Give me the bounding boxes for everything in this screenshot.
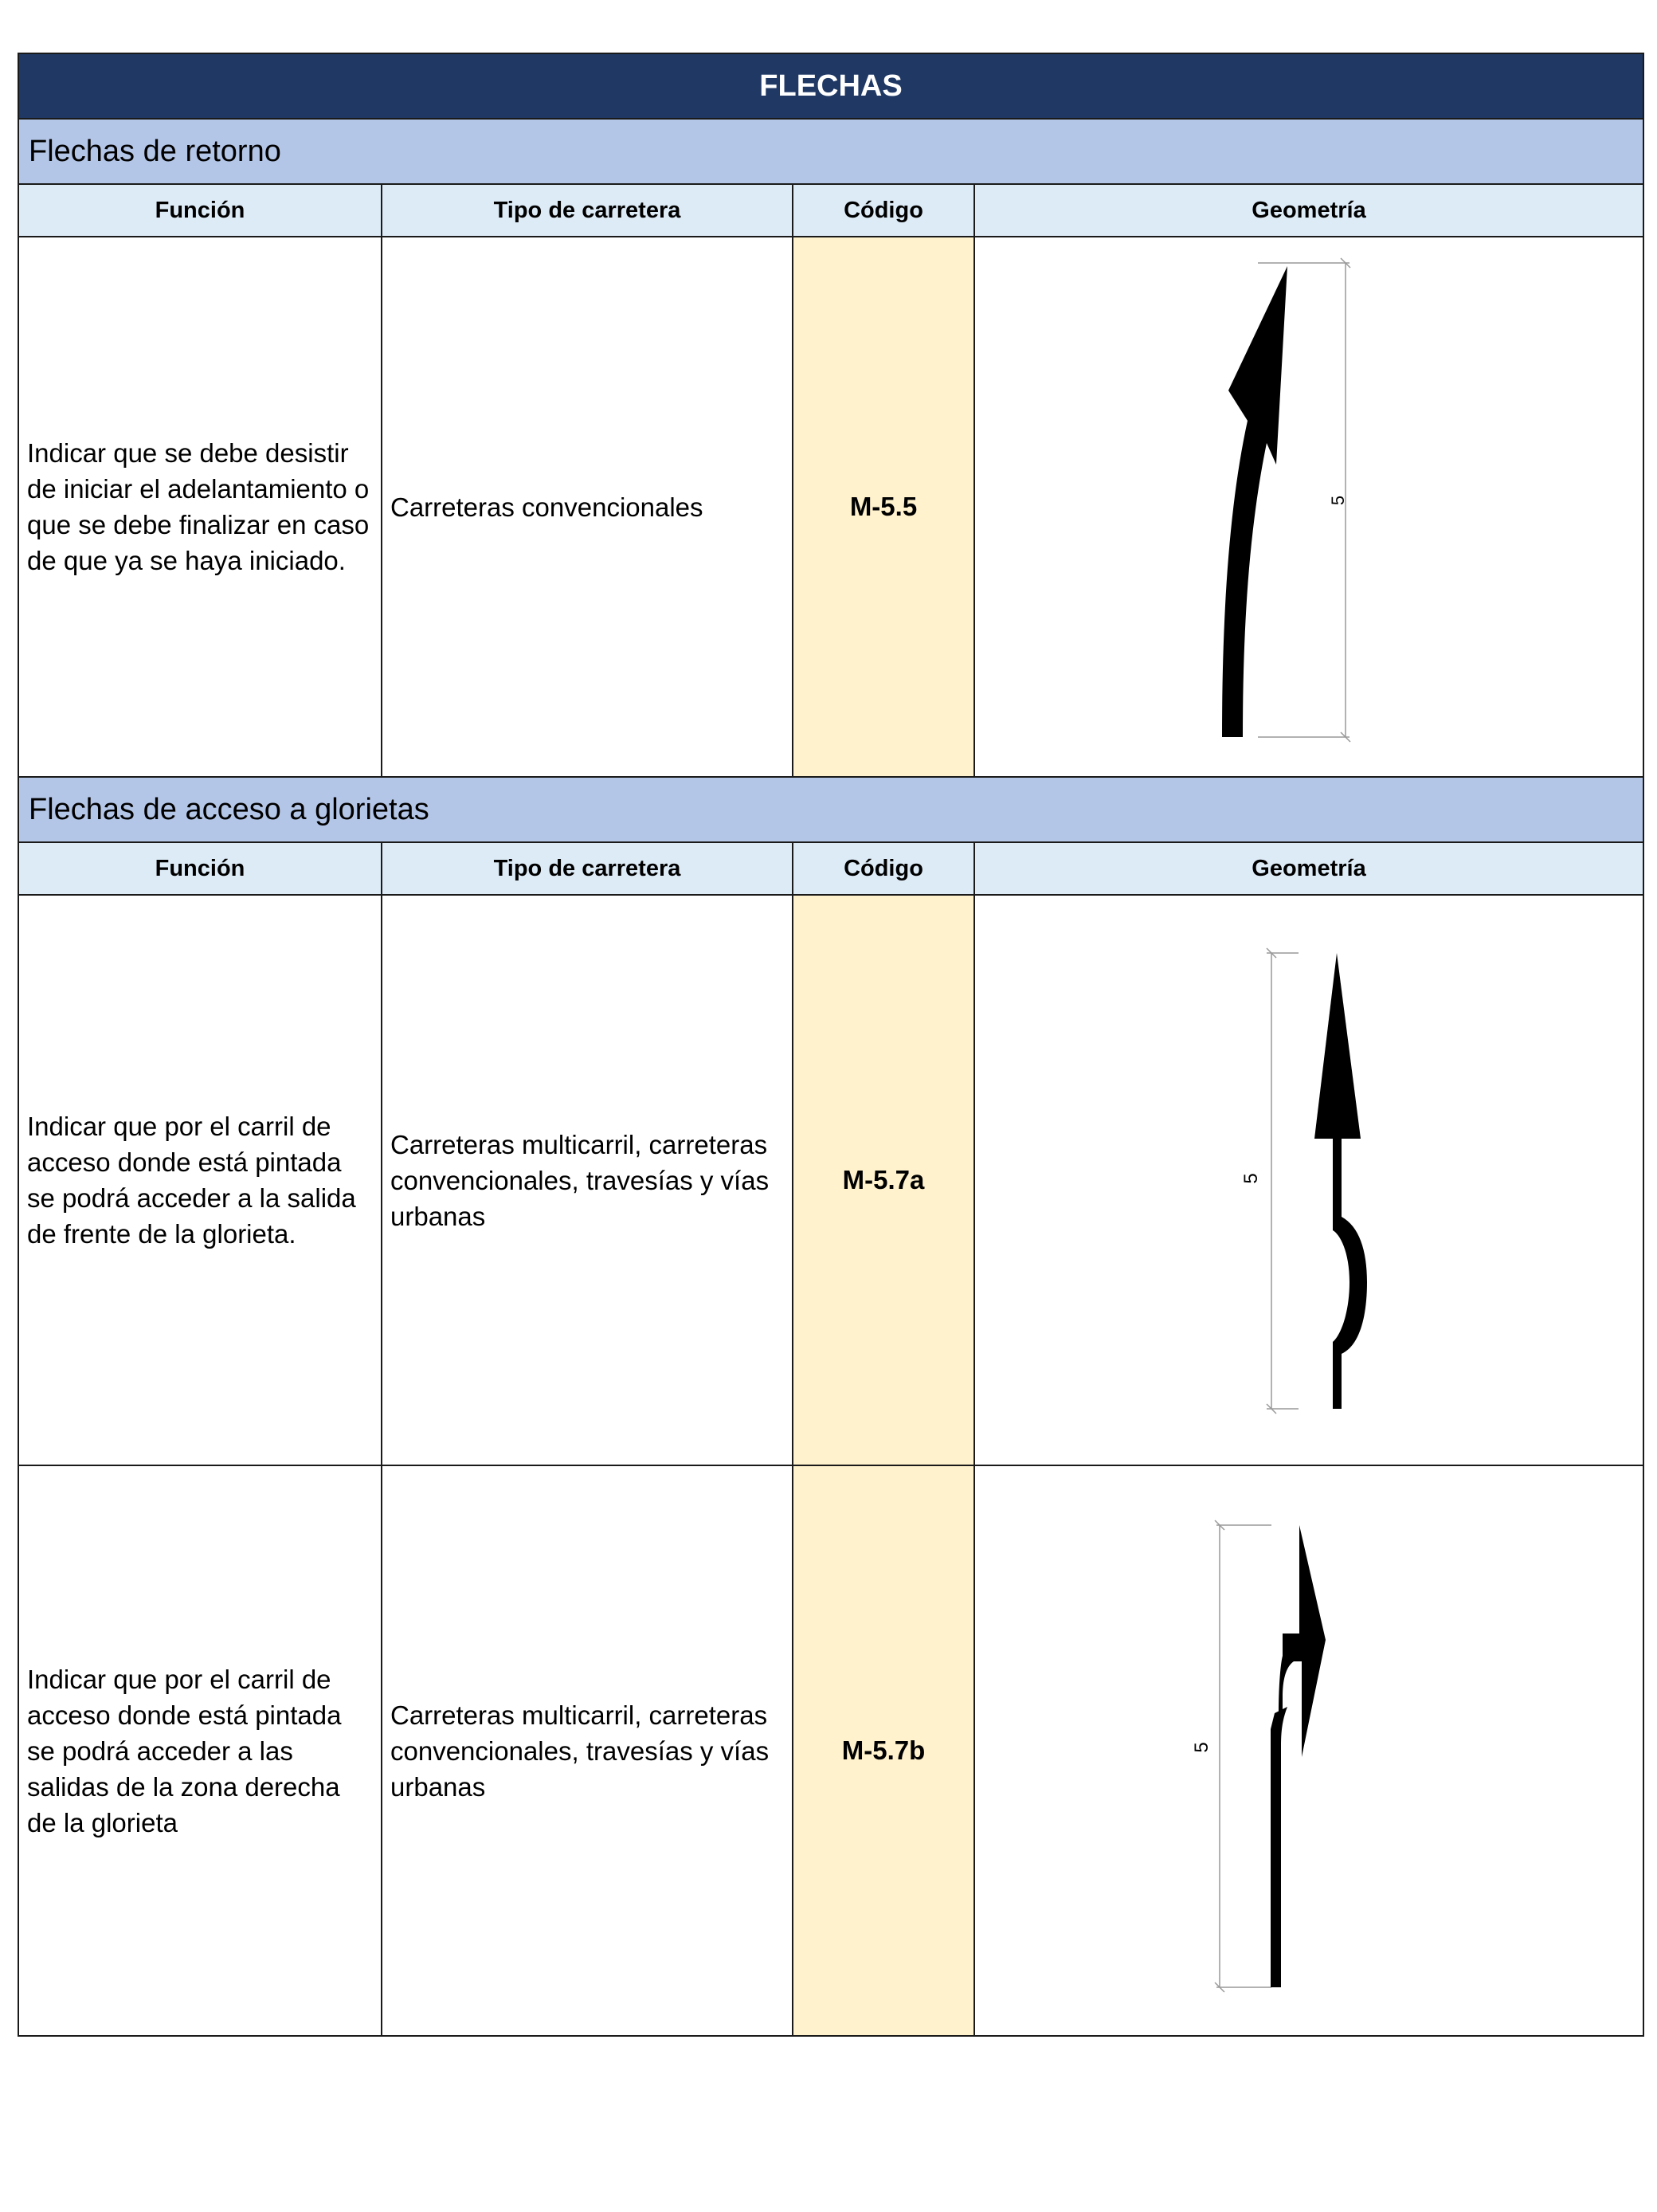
codigo-cell: M-5.7b <box>793 1465 974 2036</box>
table-row <box>18 895 1643 1465</box>
roundabout-right-arrow-icon <box>975 1466 1643 2035</box>
header-codigo: Código <box>793 184 974 237</box>
header-funcion: Función <box>18 184 382 237</box>
geometria-cell <box>974 237 1643 777</box>
dimension-label: 5 <box>1240 1173 1262 1184</box>
codigo-cell: M-5.5 <box>793 237 974 777</box>
funcion-cell: Indicar que se debe desistir de iniciar el adelantamiento o que se debe finalizar en caso de que ya se haya iniciado. <box>18 237 382 777</box>
tipo-cell: Carreteras multicarril, carreteras convencionales, travesías y vías urbanas <box>382 1465 793 2036</box>
return-arrow-icon <box>975 237 1643 776</box>
header-tipo: Tipo de carretera <box>382 842 793 895</box>
table-row <box>18 1465 1643 2036</box>
header-codigo: Código <box>793 842 974 895</box>
flechas-table <box>18 53 1644 2037</box>
section-title-glorietas: Flechas de acceso a glorietas <box>18 777 1643 842</box>
header-funcion: Función <box>18 842 382 895</box>
header-tipo: Tipo de carretera <box>382 184 793 237</box>
tipo-cell: Carreteras convencionales <box>382 237 793 777</box>
roundabout-straight-arrow-icon <box>975 896 1643 1465</box>
tipo-cell: Carreteras multicarril, carreteras convencionales, travesías y vías urbanas <box>382 895 793 1465</box>
funcion-cell: Indicar que por el carril de acceso donde está pintada se podrá acceder a las salidas de la zona derecha de la glorieta <box>18 1465 382 2036</box>
table-title: FLECHAS <box>18 53 1643 119</box>
section-title-retorno: Flechas de retorno <box>18 119 1643 184</box>
codigo-cell: M-5.7a <box>793 895 974 1465</box>
geometria-cell <box>974 895 1643 1465</box>
header-geometria: Geometría <box>974 184 1643 237</box>
table-row <box>18 237 1643 777</box>
dimension-label: 5 <box>1191 1742 1212 1753</box>
funcion-cell: Indicar que por el carril de acceso donde está pintada se podrá acceder a la salida de frente de la glorieta. <box>18 895 382 1465</box>
header-geometria: Geometría <box>974 842 1643 895</box>
geometria-cell <box>974 1465 1643 2036</box>
dimension-label: 5 <box>1328 495 1348 506</box>
